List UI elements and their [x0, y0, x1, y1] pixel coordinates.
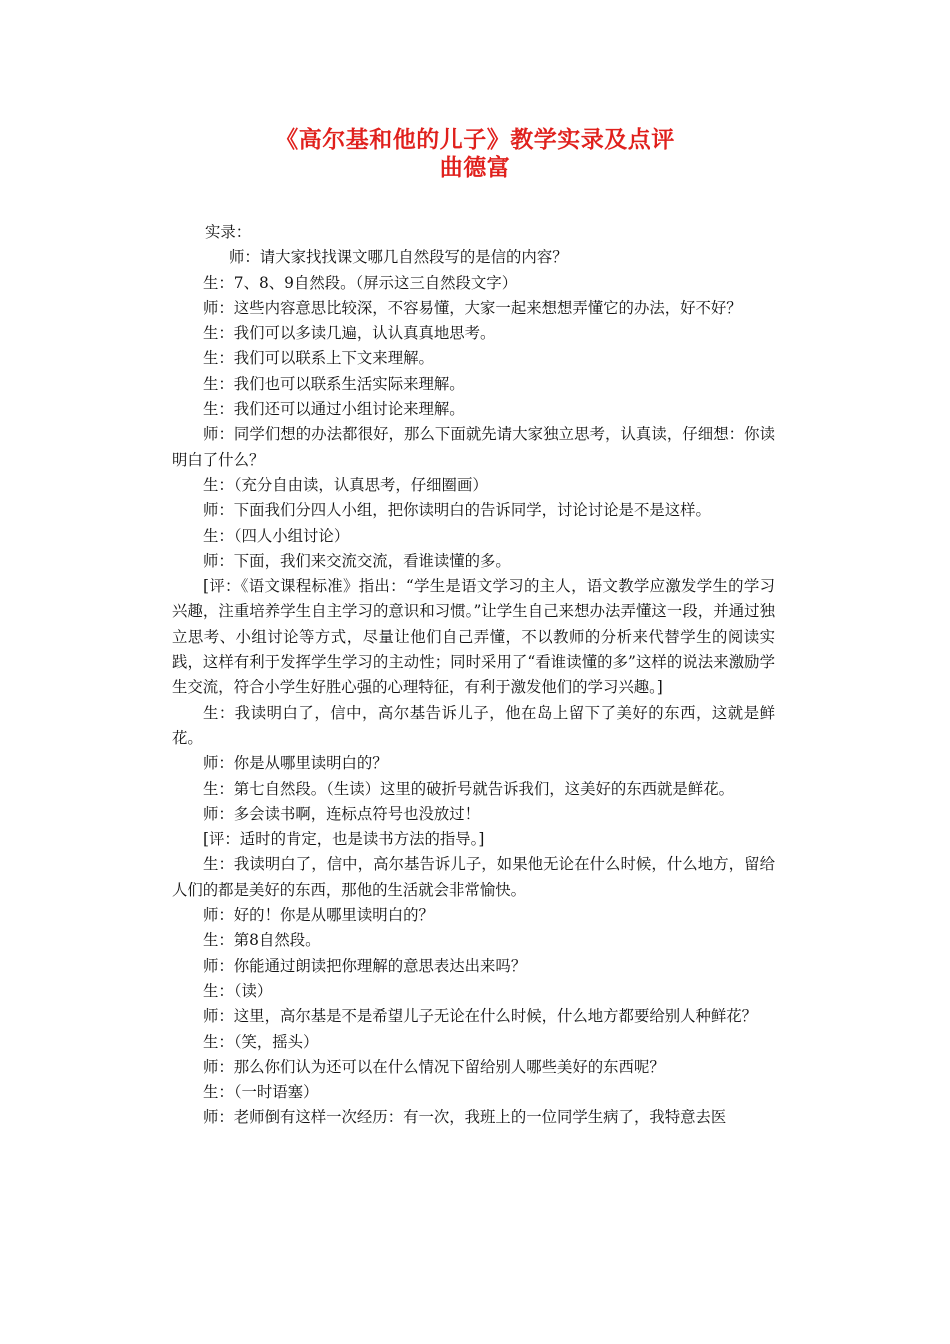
paragraph: 师：好的！你是从哪里读明白的？: [203, 906, 434, 925]
paragraph: 生：我读明白了，信中，高尔基告诉儿子，他在岛上留下了美好的东西，这就是鲜花。: [172, 703, 775, 747]
title-block: [0, 126, 950, 182]
comment-paragraph: [评：《语文课程标准》指出：“学生是语文学习的主人，语文教学应激发学生的学习兴趣，注重培养学生自主学习的意识和习惯。”让学生自己来想办法弄懂这一段，并通过独立思考、小组讨论等方式，尽量让他们自己弄懂，不以教师的分析来代替学生的阅读实践，这样有利于发挥学生学习的主动性；同时采用了“看谁读懂的多”这样的说法来激励学生交流，符合小学生好胜心强的心理特征，有利于激发他们的学习兴趣。]: [172, 577, 775, 697]
paragraph: 生：（笑，摇头）: [203, 1032, 319, 1051]
paragraph: 实录：: [205, 223, 252, 241]
paragraph: 生：（四人小组讨论）: [203, 526, 350, 545]
paragraph: 生：我们可以多读几遍，认认真真地思考。: [203, 324, 496, 343]
paragraph: 师：那么你们认为还可以在什么情况下留给别人哪些美好的东西呢？: [203, 1057, 665, 1076]
paragraph: 生：（充分自由读，认真思考，仔细圈画）: [203, 475, 488, 494]
document-body: [172, 220, 775, 1131]
paragraph: 生：7、8、9自然段。（屏示这三自然段文字）: [203, 273, 518, 292]
paragraph: 师：你是从哪里读明白的？: [203, 754, 388, 773]
document-author: 曲德富: [439, 154, 511, 181]
paragraph: 师：下面，我们来交流交流，看谁读懂的多。: [203, 551, 511, 570]
paragraph: 师：请大家找找课文哪几自然段写的是信的内容？: [229, 248, 568, 267]
paragraph: 师：下面我们分四人小组，把你读明白的告诉同学，讨论讨论是不是这样。: [203, 501, 711, 520]
paragraph: 生：（一时语塞）: [203, 1083, 319, 1102]
paragraph: 生：（读）: [203, 981, 273, 1000]
document-title: 《高尔基和他的儿子》教学实录及点评: [275, 126, 675, 153]
paragraph: 生：我们可以联系上下文来理解。: [203, 349, 434, 368]
paragraph: 师：同学们想的办法都很好，那么下面就先请大家独立思考，认真读，仔细想：你读明白了什么？: [172, 425, 775, 469]
paragraph: 生：我们还可以通过小组讨论来理解。: [203, 400, 465, 419]
paragraph: 生：我们也可以联系生活实际来理解。: [203, 374, 465, 393]
paragraph: 师：多会读书啊，连标点符号也没放过！: [203, 804, 481, 823]
paragraph: 师：老师倒有这样一次经历：有一次，我班上的一位同学生病了，我特意去医: [203, 1108, 727, 1127]
paragraph: 生：我读明白了，信中，高尔基告诉儿子，如果他无论在什么时候，什么地方，留给人们的都是美好的东西，那他的生活就会非常愉快。: [172, 855, 775, 899]
paragraph: 师：你能通过朗读把你理解的意思表达出来吗？: [203, 956, 527, 975]
paragraph: 师：这里，高尔基是不是希望儿子无论在什么时候，什么地方都要给别人种鲜花？: [203, 1007, 758, 1026]
comment-paragraph: [评：适时的肯定，也是读书方法的指导。]: [203, 830, 485, 849]
paragraph: 师：这些内容意思比较深，不容易懂，大家一起来想想弄懂它的办法，好不好？: [203, 298, 742, 317]
paragraph: 生：第七自然段。（生读）这里的破折号就告诉我们，这美好的东西就是鲜花。: [203, 779, 734, 798]
paragraph: 生：第8自然段。: [203, 931, 321, 950]
